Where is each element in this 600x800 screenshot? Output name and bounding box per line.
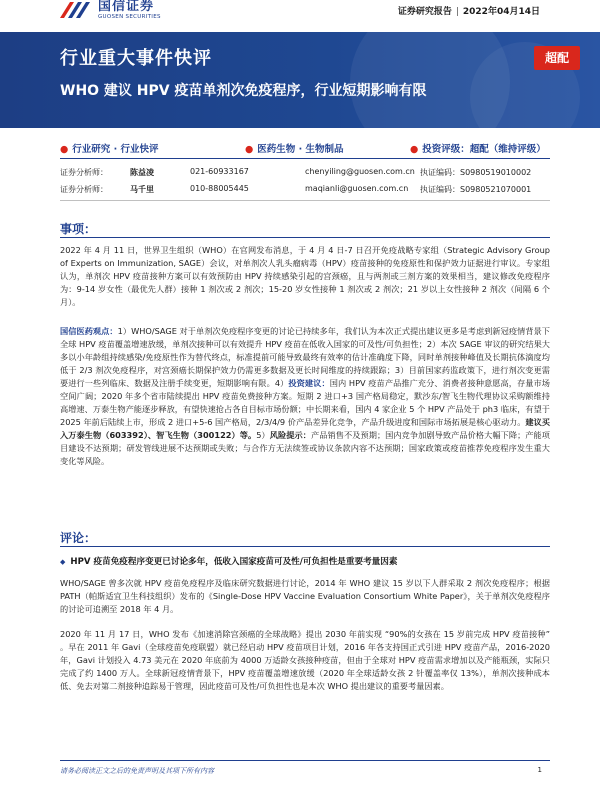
risk-body: 产品销售不及预期；国内竞争加剧导致产品价格大幅下降；产能项目建设不达预期；研发管线进展不达预期或失败；与合作方无法续签或协议条款内容不达预期；国家政策或疫苗推荐免疫程序发生重大变化等风险。: [60, 430, 550, 466]
footer-divider: [60, 760, 550, 761]
bullet-dot-icon: ●: [60, 144, 69, 155]
top-header: [0, 0, 600, 30]
analyst-phone: 021-60933167: [190, 167, 249, 176]
rating-badge: 超配: [534, 46, 580, 70]
bullet-heading: ◆ HPV 疫苗免疫程序变更已讨论多年，低收入国家疫苗可及性/可负担性是重要考量因素: [60, 557, 398, 567]
section-divider: [60, 237, 550, 238]
divider: [60, 200, 550, 201]
analyst-cert: 执证编码：S0980519010002: [420, 168, 532, 177]
analyst-email[interactable]: maqianli@guosen.com.cn: [305, 184, 409, 193]
analyst-table: [60, 164, 550, 198]
category-research-type: ● 行业研究 · 行业快评: [60, 144, 159, 155]
bullet-dot-icon: ●: [245, 144, 254, 155]
analyst-phone: 010-88005445: [190, 184, 249, 193]
analyst-email[interactable]: chenyiling@guosen.com.cn: [305, 167, 415, 176]
company-logo: [58, 0, 178, 24]
analyst-name: 马千里: [130, 185, 154, 194]
view-label: 国信医药观点：: [60, 326, 118, 336]
divider: [60, 158, 550, 159]
invest-label: 投资建议：: [288, 378, 330, 388]
report-type: 证券研究报告: [397, 7, 452, 17]
triangle-bullet-icon: ◆: [60, 558, 66, 566]
risk-label: 风险提示：: [269, 430, 311, 440]
section-divider: [60, 546, 550, 547]
report-headline: WHO 建议 HPV 疫苗单剂次免疫程序，行业短期影响有限: [60, 83, 427, 99]
comment-section-title: 评论：: [60, 531, 97, 545]
analyst-cert: 执证编码：S0980521070001: [420, 185, 532, 194]
guosen-logo-icon: [58, 0, 94, 20]
footer-disclaimer[interactable]: 请务必阅读正文之后的免责声明及其项下所有内容: [60, 767, 214, 775]
analyst-label: 证券分析师：: [60, 168, 108, 177]
category-industry: ● 医药生物 · 生物制品: [245, 144, 344, 155]
logo-english-name: GUOSEN SECURITIES: [98, 14, 161, 20]
header-separator: |: [455, 7, 459, 17]
page-number: 1: [537, 766, 542, 774]
logo-chinese-name: 国信证券: [98, 0, 155, 14]
view-body-1: 1）WHO/SAGE 对于单剂次免疫程序变更的讨论已持续多年，我们认为本次正式提出建议更多是考虑到新冠疫情背景下全球 HPV 疫苗覆盖增速放缓，单剂次接种可以有效提升 HPV 疫苗在低收入国家的可及性/可负担性；2）本次 SAGE 审议的研究结果大多以小年龄组持续感染/免疫原性作为替代终点，标准提前可能导致最终有效率的估计准确度下降，同时单剂接种峰值及长期抗体滴度均低于 2/3 剂次免疫程序，对宫颈癌长期保护效力仍需更多数据及更长时间维度的持续跟踪；3）目前国家药监政策下，进行剂次变更需要进行一些列临床、数据及注册手续变更，短期影响有限。4）: [60, 326, 550, 388]
analyst-name: 陈益凌: [130, 168, 154, 177]
risk-prefix: 5）: [256, 430, 270, 440]
category-rating: ● 投资评级：超配（维持评级）: [410, 144, 546, 155]
bullet-dot-icon: ●: [410, 144, 419, 155]
report-date: 2022年04月14日: [462, 7, 540, 17]
comment-paragraph-1: WHO/SAGE 曾多次就 HPV 疫苗免疫程序及临床研究数据进行讨论，2014 年 WHO 建议 15 岁以下人群采取 2 剂次免疫程序；根据 PATH（帕斯适宜卫生科技组织）发布的《Single-Dose HPV Vaccine Evaluation Consortium White Paper》，关于单剂次免疫程序的讨论可追溯至 2018 年 4 月。: [60, 578, 550, 614]
view-paragraph: [60, 325, 550, 468]
analyst-row: [60, 181, 550, 198]
title-banner: [0, 32, 600, 128]
event-section-title: 事项：: [60, 222, 97, 236]
event-paragraph: 2022 年 4 月 11 日，世界卫生组织（WHO）在官网发布消息，于 4 月 4 日-7 日召开免疫战略专家组（Strategic Advisory Group of Experts on Immunization, SAGE）会议，对单剂次人乳头瘤病毒（HPV）疫苗接种的免疫原性和保护效力证据进行审议。专家组认为，单剂次 HPV 疫苗接种方案可以有效预防由 HPV 持续感染引起的宫颈癌，且与两剂或三剂方案的效果相当，建议修改免疫程序为：9-14 岁女性（最优先人群）接种 1 剂次或 2 剂次；15-20 岁女性接种 1 剂次或 2 剂次；21 岁以上女性接种 2 剂次（间隔 6 个月）。: [60, 245, 550, 307]
view-body-2: 国内 HPV 疫苗产品推广充分、消费者接种意愿高，存量市场空间广阔；2020 年多个省市陆续提出 HPV 疫苗免费接种方案。短期 2 进口+3 国产格局稳定，默沙东/智飞生物代理协议采购额维持高增速、万泰生物产能逐步释放，有望快速抢占各自目标市场份额；中长期来看，国内 4 家企业 5 个 HPV 产品处于 ph3 临床，有望于 2025 年前后陆续上市，形成 2 进口+5-6 国产格局，2/3/4/9 价产品差异化竞争，产品升级进度和国际市场拓展是核心驱动力。: [60, 378, 550, 427]
analyst-row: [60, 164, 550, 181]
report-category-title: 行业重大事件快评: [60, 48, 212, 69]
comment-paragraph-2: 2020 年 11 月 17 日，WHO 发布《加速消除宫颈癌的全球战略》提出 2030 年前实现 “90%的女孩在 15 岁前完成 HPV 疫苗接种” 。早在 2011 年 Gavi（全球疫苗免疫联盟）就已经启动 HPV 疫苗项目计划，2016 年各支持国正式引进 HPV 疫苗产品，2016-2020 年，Gavi 计划投入 4.73 美元在 2020 年底前为 4000 万适龄女孩接种疫苗，但由于全球对 HPV 疫苗需求增加以及产能瓶颈，实际只完成了约 1400 万人。全球新冠疫情背景下，HPV 疫苗覆盖增速放缓（2020 年全球适龄女孩 2 针覆盖率仅 13%），单剂次接种成本低、免去对第二剂接种追踪易于管理，因此疫苗可及性/可负担性也是本次 WHO 提出建议的重要考量因素。: [60, 629, 550, 691]
stock-recommendation: 建议买入万泰生物（603392）、智飞生物（300122）等。: [60, 417, 550, 440]
analyst-label: 证券分析师：: [60, 185, 108, 194]
report-meta: [398, 4, 540, 17]
